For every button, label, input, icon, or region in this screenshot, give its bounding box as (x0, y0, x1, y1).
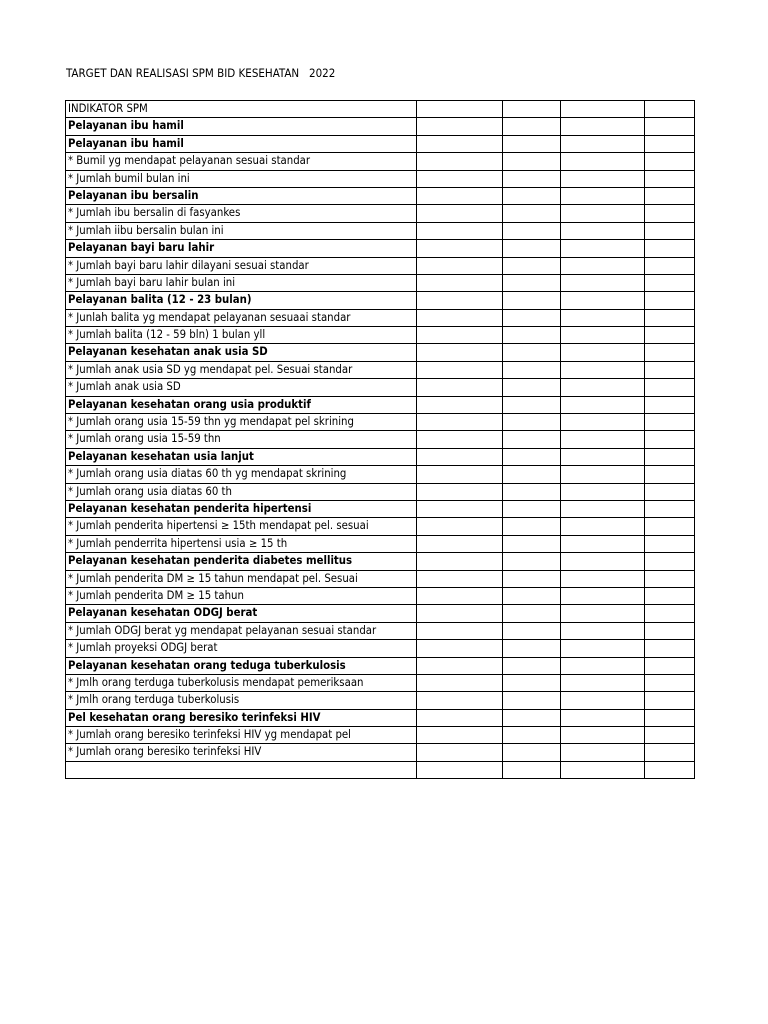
indicator-cell: * Jumlah penderita DM ≥ 15 tahun (66, 587, 417, 604)
indicator-cell: * Jumlah orang beresiko terinfeksi HIV yg mendapat pel (66, 727, 417, 744)
value-cell (645, 240, 695, 257)
value-cell (645, 727, 695, 744)
table-row (66, 518, 695, 535)
indicator-cell (66, 761, 417, 778)
indicator-cell: Pelayanan ibu hamil (66, 118, 417, 135)
value-cell (503, 466, 561, 483)
table-row (66, 674, 695, 691)
indicator-cell: * Jumlah penderita hipertensi ≥ 15th mendapat pel. sesuai (66, 518, 417, 535)
value-cell (561, 553, 645, 570)
value-cell (561, 240, 645, 257)
value-cell (503, 309, 561, 326)
indicator-cell: * Junlah balita yg mendapat pelayanan sesuaai standar (66, 309, 417, 326)
value-cell (561, 727, 645, 744)
value-cell (645, 553, 695, 570)
value-cell (503, 292, 561, 309)
indicator-cell: Pelayanan balita (12 - 23 bulan) (66, 292, 417, 309)
value-cell (645, 692, 695, 709)
value-cell (561, 518, 645, 535)
table-row (66, 535, 695, 552)
value-cell (645, 309, 695, 326)
value-cell (417, 153, 503, 170)
table-row (66, 570, 695, 587)
table-row (66, 553, 695, 570)
value-cell (645, 257, 695, 274)
value-cell (645, 205, 695, 222)
value-cell (561, 396, 645, 413)
value-cell (503, 135, 561, 152)
indicator-cell: * Jmlh orang terduga tuberkolusis (66, 692, 417, 709)
value-cell (645, 327, 695, 344)
table-row (66, 187, 695, 204)
indicator-cell: Pelayanan kesehatan anak usia SD (66, 344, 417, 361)
value-cell (561, 483, 645, 500)
value-cell (503, 727, 561, 744)
value-cell (561, 414, 645, 431)
value-cell (645, 570, 695, 587)
value-cell (503, 553, 561, 570)
value-cell (417, 240, 503, 257)
value-cell (417, 257, 503, 274)
table-row (66, 274, 695, 291)
indicator-cell: * Jumlah anak usia SD yg mendapat pel. Sesuai standar (66, 361, 417, 378)
value-cell (503, 761, 561, 778)
value-cell (417, 309, 503, 326)
value-cell (503, 170, 561, 187)
value-cell (645, 674, 695, 691)
value-cell (561, 327, 645, 344)
value-cell (503, 692, 561, 709)
value-cell (417, 744, 503, 761)
value-cell (561, 500, 645, 517)
value-cell (417, 727, 503, 744)
value-cell (417, 361, 503, 378)
value-cell (645, 657, 695, 674)
value-cell (645, 274, 695, 291)
value-cell (503, 657, 561, 674)
value-cell (561, 292, 645, 309)
indicator-cell: * Jumlah proyeksi ODGJ berat (66, 640, 417, 657)
value-cell (645, 535, 695, 552)
indicator-cell: * Jmlh orang terduga tuberkolusis mendapat pemeriksaan (66, 674, 417, 691)
value-cell (417, 327, 503, 344)
indicator-cell: * Jumlah bumil bulan ini (66, 170, 417, 187)
indicator-cell: * Jumlah orang usia 15-59 thn (66, 431, 417, 448)
table-row (66, 205, 695, 222)
indicator-cell: * Jumlah ibu bersalin di fasyankes (66, 205, 417, 222)
indicator-cell: INDIKATOR SPM (66, 101, 417, 118)
value-cell (561, 379, 645, 396)
value-cell (417, 379, 503, 396)
value-cell (645, 761, 695, 778)
value-cell (561, 431, 645, 448)
indicator-cell: Pelayanan ibu bersalin (66, 187, 417, 204)
value-cell (503, 587, 561, 604)
table-row (66, 587, 695, 604)
value-cell (417, 570, 503, 587)
indicator-cell: Pelayanan kesehatan orang usia produktif (66, 396, 417, 413)
value-cell (503, 379, 561, 396)
value-cell (417, 761, 503, 778)
table-row (66, 500, 695, 517)
value-cell (503, 257, 561, 274)
indicator-cell: Pelayanan kesehatan penderita diabetes mellitus (66, 553, 417, 570)
value-cell (503, 674, 561, 691)
value-cell (561, 622, 645, 639)
indicator-cell: * Jumlah balita (12 - 59 bln) 1 bulan yll (66, 327, 417, 344)
value-cell (561, 257, 645, 274)
value-cell (503, 622, 561, 639)
indicator-cell: * Jumlah orang usia diatas 60 th yg mendapat skrining (66, 466, 417, 483)
value-cell (417, 553, 503, 570)
indicator-cell: Pelayanan kesehatan orang teduga tuberkulosis (66, 657, 417, 674)
indicator-cell: Pelayanan kesehatan ODGJ berat (66, 605, 417, 622)
value-cell (645, 170, 695, 187)
value-cell (645, 744, 695, 761)
value-cell (503, 570, 561, 587)
indicator-cell: * Jumlah iibu bersalin bulan ini (66, 222, 417, 239)
value-cell (417, 222, 503, 239)
value-cell (503, 274, 561, 291)
value-cell (417, 483, 503, 500)
value-cell (417, 605, 503, 622)
value-cell (645, 135, 695, 152)
value-cell (503, 153, 561, 170)
value-cell (645, 640, 695, 657)
value-cell (417, 292, 503, 309)
table-row (66, 257, 695, 274)
table-row (66, 101, 695, 118)
value-cell (645, 344, 695, 361)
table-row (66, 118, 695, 135)
value-cell (417, 622, 503, 639)
table-row (66, 605, 695, 622)
table-row (66, 727, 695, 744)
value-cell (561, 222, 645, 239)
value-cell (561, 187, 645, 204)
value-cell (561, 205, 645, 222)
value-cell (561, 535, 645, 552)
value-cell (503, 118, 561, 135)
value-cell (561, 135, 645, 152)
document-title: TARGET DAN REALISASI SPM BID KESEHATAN 2022 (66, 66, 336, 80)
indicator-cell: Pelayanan ibu hamil (66, 135, 417, 152)
value-cell (417, 657, 503, 674)
value-cell (561, 761, 645, 778)
value-cell (417, 535, 503, 552)
table-row (66, 640, 695, 657)
value-cell (503, 448, 561, 465)
value-cell (417, 118, 503, 135)
value-cell (645, 187, 695, 204)
value-cell (417, 431, 503, 448)
value-cell (561, 361, 645, 378)
spm-table (65, 100, 695, 779)
value-cell (503, 744, 561, 761)
table-row (66, 431, 695, 448)
value-cell (417, 396, 503, 413)
value-cell (645, 500, 695, 517)
value-cell (503, 187, 561, 204)
value-cell (645, 518, 695, 535)
table-row (66, 396, 695, 413)
value-cell (503, 640, 561, 657)
value-cell (417, 692, 503, 709)
indicator-cell: * Jumlah ODGJ berat yg mendapat pelayanan sesuai standar (66, 622, 417, 639)
value-cell (561, 170, 645, 187)
value-cell (503, 396, 561, 413)
value-cell (561, 448, 645, 465)
value-cell (561, 709, 645, 726)
value-cell (417, 414, 503, 431)
value-cell (417, 187, 503, 204)
value-cell (561, 744, 645, 761)
value-cell (645, 222, 695, 239)
value-cell (503, 414, 561, 431)
table-row (66, 309, 695, 326)
value-cell (561, 570, 645, 587)
value-cell (561, 153, 645, 170)
value-cell (503, 535, 561, 552)
value-cell (503, 500, 561, 517)
value-cell (503, 344, 561, 361)
value-cell (645, 448, 695, 465)
table-row (66, 292, 695, 309)
value-cell (561, 101, 645, 118)
value-cell (417, 205, 503, 222)
table-row (66, 135, 695, 152)
indicator-cell: Pelayanan kesehatan usia lanjut (66, 448, 417, 465)
value-cell (561, 587, 645, 604)
value-cell (561, 466, 645, 483)
value-cell (645, 414, 695, 431)
value-cell (645, 605, 695, 622)
indicator-cell: * Jumlah penderita DM ≥ 15 tahun mendapat pel. Sesuai (66, 570, 417, 587)
table-row (66, 240, 695, 257)
value-cell (645, 431, 695, 448)
table-row (66, 361, 695, 378)
table-row (66, 709, 695, 726)
value-cell (417, 709, 503, 726)
table-row (66, 170, 695, 187)
table-row (66, 414, 695, 431)
indicator-cell: Pelayanan kesehatan penderita hipertensi (66, 500, 417, 517)
table-row (66, 657, 695, 674)
table-row (66, 344, 695, 361)
indicator-cell: * Jumlah penderrita hipertensi usia ≥ 15 th (66, 535, 417, 552)
value-cell (645, 379, 695, 396)
value-cell (645, 396, 695, 413)
value-cell (417, 344, 503, 361)
table-row (66, 622, 695, 639)
value-cell (561, 274, 645, 291)
table-row (66, 483, 695, 500)
indicator-cell: * Jumlah bayi baru lahir bulan ini (66, 274, 417, 291)
table-row (66, 327, 695, 344)
value-cell (503, 709, 561, 726)
value-cell (417, 587, 503, 604)
value-cell (645, 361, 695, 378)
value-cell (645, 622, 695, 639)
table-row (66, 222, 695, 239)
value-cell (561, 657, 645, 674)
value-cell (561, 344, 645, 361)
table-row (66, 379, 695, 396)
indicator-cell: * Bumil yg mendapat pelayanan sesuai standar (66, 153, 417, 170)
value-cell (503, 483, 561, 500)
value-cell (645, 483, 695, 500)
value-cell (417, 674, 503, 691)
value-cell (561, 674, 645, 691)
value-cell (561, 640, 645, 657)
value-cell (503, 240, 561, 257)
value-cell (503, 361, 561, 378)
value-cell (503, 605, 561, 622)
value-cell (645, 292, 695, 309)
indicator-cell: * Jumlah bayi baru lahir dilayani sesuai standar (66, 257, 417, 274)
value-cell (561, 692, 645, 709)
indicator-cell: Pelayanan bayi baru lahir (66, 240, 417, 257)
value-cell (503, 431, 561, 448)
value-cell (417, 448, 503, 465)
value-cell (645, 587, 695, 604)
value-cell (417, 101, 503, 118)
value-cell (561, 118, 645, 135)
value-cell (645, 118, 695, 135)
indicator-cell: * Jumlah orang usia 15-59 thn yg mendapat pel skrining (66, 414, 417, 431)
table-row (66, 744, 695, 761)
spm-table-body (66, 101, 695, 779)
table-row (66, 448, 695, 465)
value-cell (417, 170, 503, 187)
indicator-cell: * Jumlah anak usia SD (66, 379, 417, 396)
indicator-cell: Pel kesehatan orang beresiko terinfeksi HIV (66, 709, 417, 726)
value-cell (503, 101, 561, 118)
value-cell (503, 205, 561, 222)
value-cell (417, 640, 503, 657)
value-cell (645, 466, 695, 483)
indicator-cell: * Jumlah orang beresiko terinfeksi HIV (66, 744, 417, 761)
table-row (66, 761, 695, 778)
value-cell (503, 327, 561, 344)
value-cell (645, 153, 695, 170)
value-cell (503, 222, 561, 239)
value-cell (417, 518, 503, 535)
value-cell (417, 135, 503, 152)
table-row (66, 692, 695, 709)
value-cell (561, 605, 645, 622)
indicator-cell: * Jumlah orang usia diatas 60 th (66, 483, 417, 500)
value-cell (645, 709, 695, 726)
value-cell (645, 101, 695, 118)
table-row (66, 153, 695, 170)
value-cell (417, 466, 503, 483)
value-cell (417, 500, 503, 517)
value-cell (503, 518, 561, 535)
value-cell (561, 309, 645, 326)
table-row (66, 466, 695, 483)
value-cell (417, 274, 503, 291)
